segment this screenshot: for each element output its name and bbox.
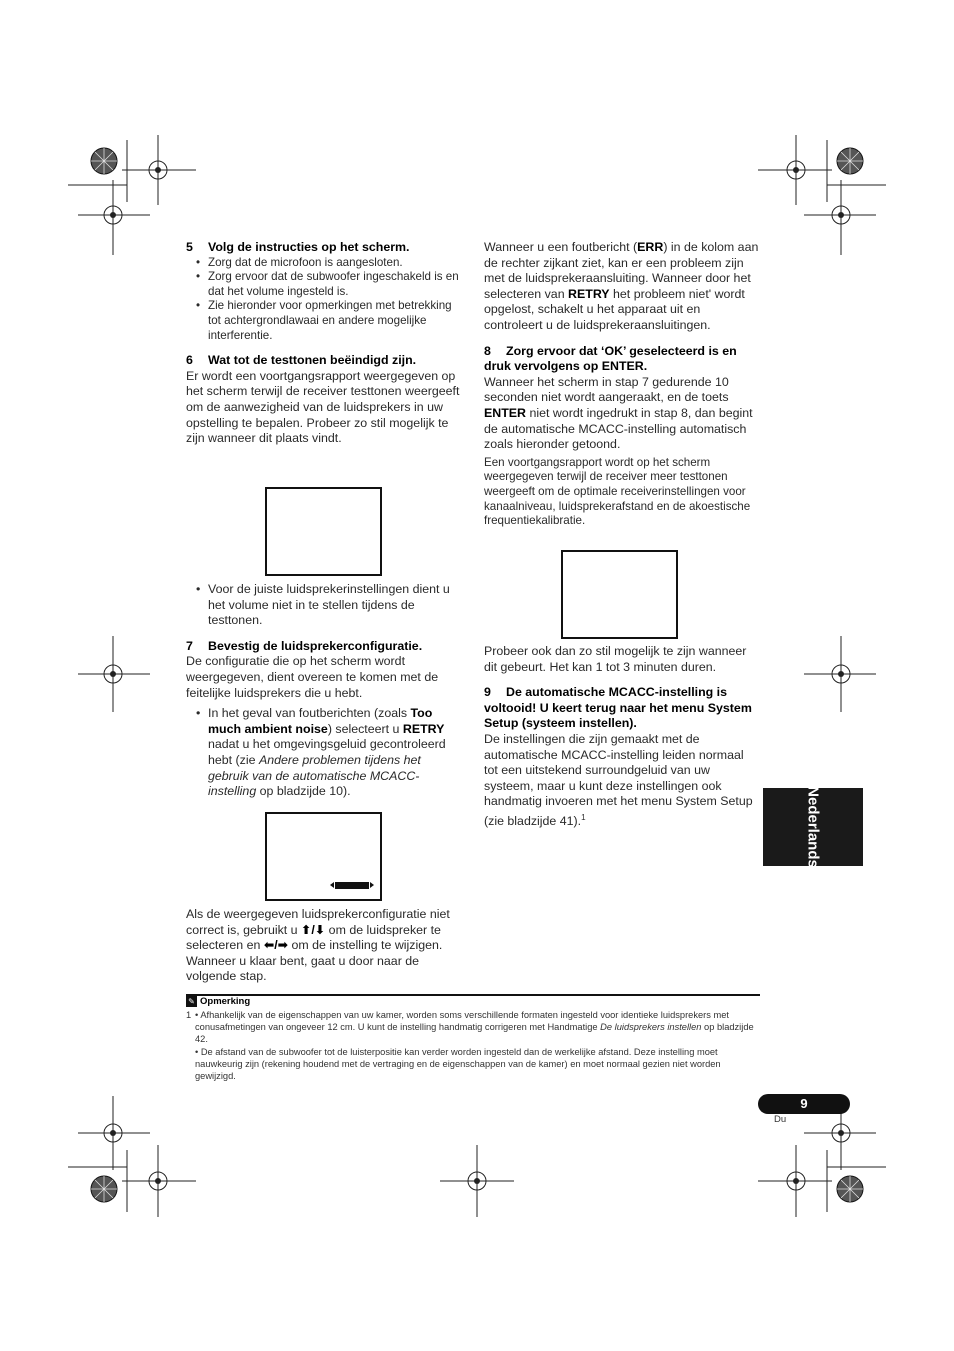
step-5-bullet-1: • Zorg dat de microfoon is aangesloten.	[196, 255, 403, 269]
step-7-body: De configuratie die op het scherm wordt weergegeven, dient overeen te komen met de feitelijke luidsprekers die u hebt.	[186, 654, 439, 700]
step-6-bullet: • Voor de juiste luidsprekerinstellingen dient u het volume niet in te stellen tijdens de testtonen.	[196, 582, 450, 628]
step-5-bullet-3: • Zie hieronder voor opmerkingen met betrekking tot achtergrondlawaai en andere mogelijke interferentie.	[196, 299, 452, 342]
note-item-1: 1 • Afhankelijk van de eigenschappen van uw kamer, worden soms verschillende formaten ingesteld voor identieke luidsprekers met conusafmetingen van ongeveer 12 cm. U kunt de instelling handmatig corrigeren met Handmatige De luidsprekers instellen op bladzijde 42.	[186, 1010, 754, 1045]
step-6-body: Er wordt een voortgangsrapport weergegeven op het scherm terwijl de receiver testtonen weergeeft om de aanwezigheid van de luidsprekers in uw opstelling te bepalen. Probeer zo stil mogelijk te zijn wanneer dit plaats vindt.	[186, 368, 460, 446]
step-7-heading: 7 Bevestig de luidsprekerconfiguratie.	[186, 638, 423, 653]
screen-illustration-mcacc	[561, 550, 678, 639]
ok-selector	[335, 882, 369, 889]
up-down-arrows-icon: ⬆/⬇	[301, 922, 326, 937]
page-language-code: Du	[774, 1114, 787, 1125]
note-heading: ✎ Opmerking	[186, 996, 250, 1007]
note-rule	[186, 994, 760, 996]
step-7-bullet: • In het geval van foutberichten (zoals Too much ambient noise) selecteert u RETRY nadat u het omgevingsgeluid gecontroleerd hebt (zie Andere problemen tijdens het gebruik van de automatische MCACC-instelling op bladzijde 10).	[196, 706, 446, 799]
right-column-lower	[484, 644, 760, 830]
note-icon: ✎	[186, 996, 197, 1007]
step-6-heading: 6 Wat tot de testtonen beëindigd zijn.	[186, 353, 417, 368]
step-8-heading: 8 Zorg ervoor dat ‘OK’ geselecteerd is en druk vervolgens op ENTER.	[484, 343, 737, 374]
left-arrow-icon	[330, 882, 334, 888]
language-tab: Nederlands	[763, 788, 863, 866]
step-5-bullet-2: • Zorg ervoor dat de subwoofer ingeschakeld is en dat het volume ingesteld is.	[196, 270, 459, 298]
note-item-2: • De afstand van de subwoofer tot de luisterpositie kan verder worden ingesteld dan de werkelijke afstand. Deze instelling moet nauwkeurig zijn (rekening houdend met de vertraging en de eigenschappen van de kamer) en moet normaal gezien niet worden gewijzigd.	[195, 1046, 721, 1082]
step-8-body-2: Een voortgangsrapport wordt op het scherm weergegeven terwijl de receiver meer testtonen weergeeft om de optimale receiverinstellingen voor kanaalniveau, luidsprekerafstand en de akoestische frequentiekalibratie.	[484, 455, 751, 528]
right-arrow-icon	[370, 882, 374, 888]
step-7-after: Als de weergegeven luidsprekerconfiguratie niet correct is, gebruikt u ⬆/⬇ om de luidspreker te selecteren en ⬅/➡ om de instelling te wijzigen. Wanneer u klaar bent, gaat u door naar de volgende stap.	[186, 907, 450, 984]
error-intro: Wanneer u een foutbericht (ERR) in de kolom aan de rechter zijkant ziet, kan er een probleem zijn met de luidsprekeraansluiting. Wanneer door het selecteren van RETRY het probleem niet' wordt opgelost, schakelt u het apparaat uit en controleert u de luidsprekeraansluitingen.	[484, 240, 759, 332]
note-body	[186, 1009, 760, 1082]
step-9-heading: 9 De automatische MCACC-instelling is voltooid! U keert terug naar het menu System Setup (systeem instellen).	[484, 685, 752, 731]
left-column	[186, 240, 462, 447]
left-right-arrows-icon: ⬅/➡	[263, 938, 289, 953]
step-5-heading: 5 Volg de instructies op het scherm.	[186, 240, 410, 254]
screen-illustration-progress	[265, 487, 382, 576]
page-number: 9	[758, 1094, 850, 1114]
step-8-body: Wanneer het scherm in stap 7 gedurende 10 seconden niet wordt aangeraakt, en de toets ENTER niet wordt ingedrukt in stap 8, dan begint de automatische MCACC-instelling automatisch zoals hieronder getoond.	[484, 374, 753, 452]
right-column	[484, 240, 760, 529]
left-column-lower	[186, 582, 462, 800]
step-9-body: De instellingen die zijn gemaakt met de automatische MCACC-instelling leiden normaal tot een uitstekend surroundgeluid van uw systeem, maar u kunt deze instellingen ook handmatig invoeren met het menu System Setup (zie bladzijde 41).$^1$	[484, 731, 753, 829]
screen-illustration-speaker-config	[265, 812, 382, 901]
step-8-after: Probeer ook dan zo stil mogelijk te zijn wanneer dit gebeurt. Het kan 1 tot 3 minuten duren.	[484, 644, 747, 674]
